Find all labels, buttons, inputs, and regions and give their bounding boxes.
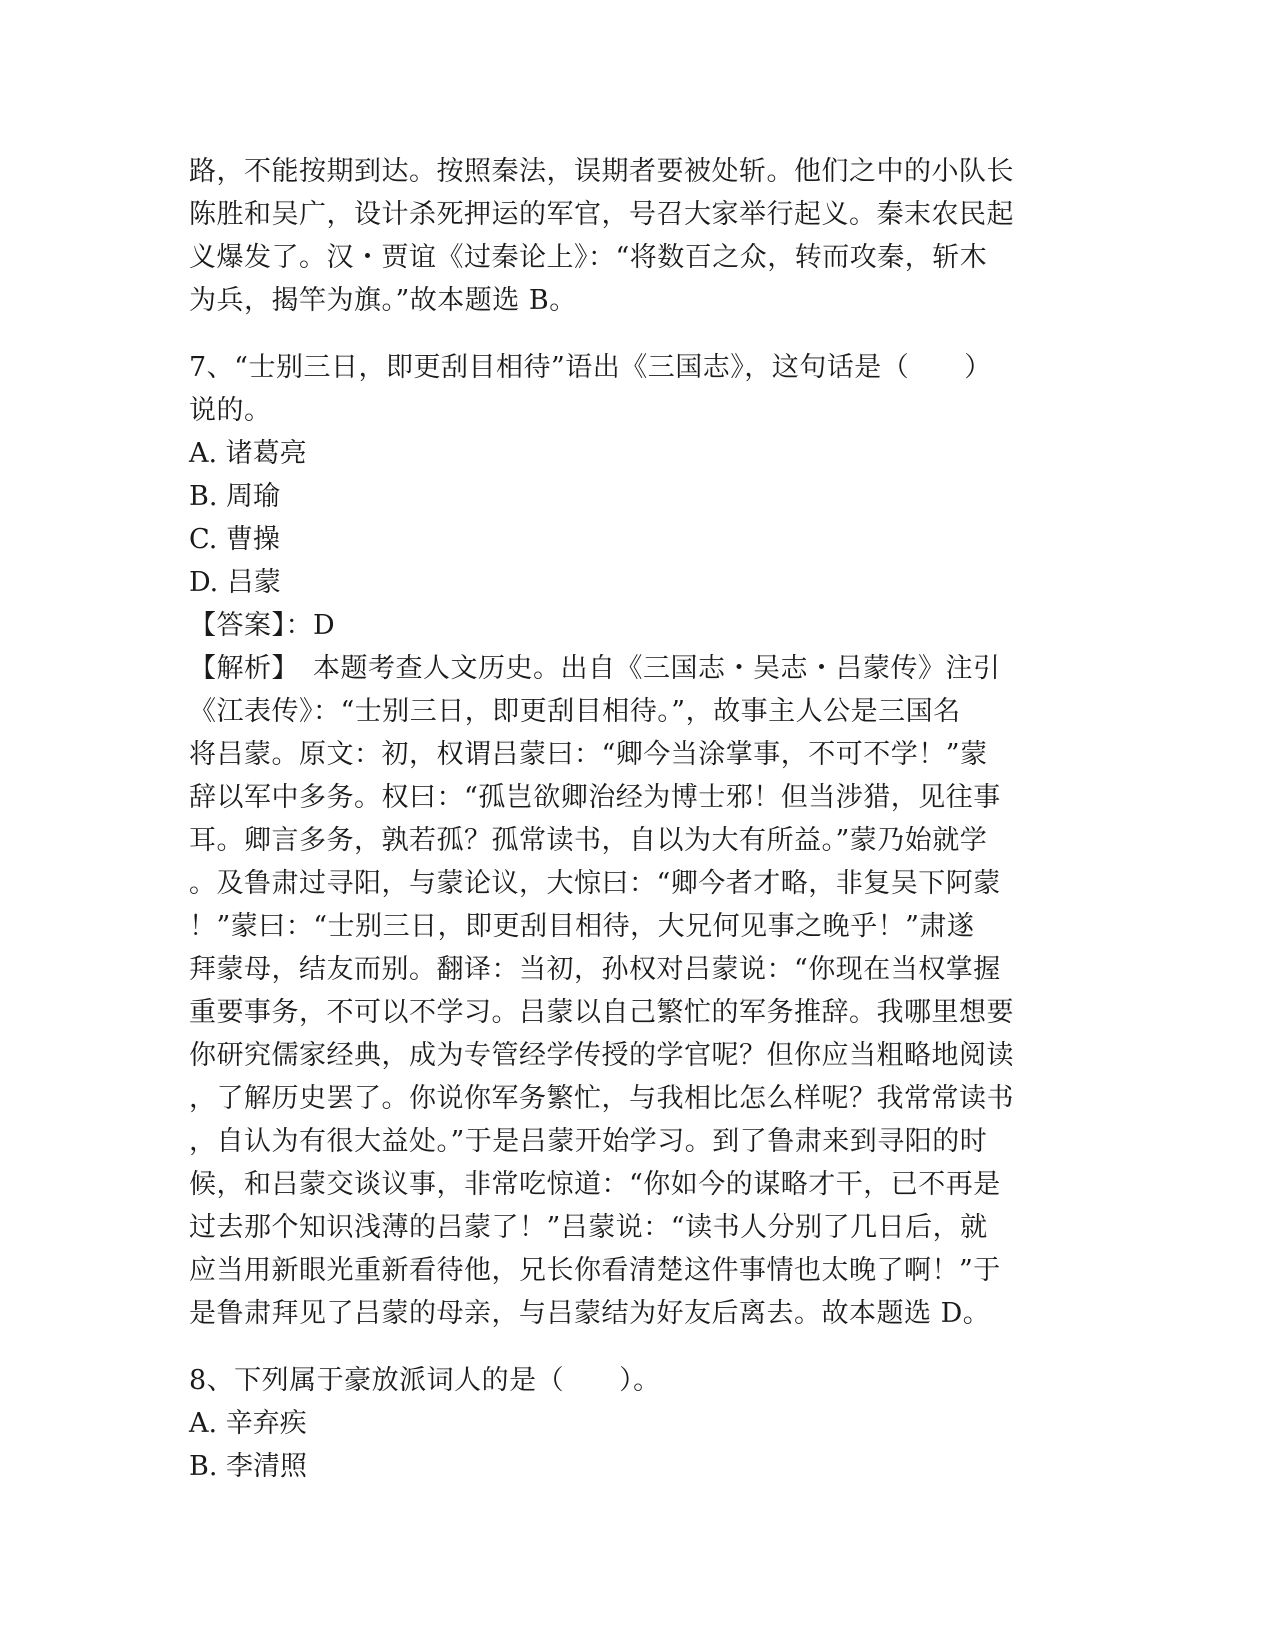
text-line: 候，和吕蒙交谈议事，非常吃惊道：“你如今的谋略才干，已不再是 <box>189 1169 1001 1200</box>
text-line: 。及鲁肃过寻阳，与蒙论议，大惊曰：“卿今者才略，非复吴下阿蒙 <box>189 868 1001 899</box>
text-line: 重要事务，不可以不学习。吕蒙以自己繁忙的军务推辞。我哪里想要 <box>189 997 1014 1028</box>
option-c: C. 曹操 <box>189 524 280 555</box>
text-line: 路，不能按期到达。按照秦法，误期者要被处斩。他们之中的小队长 <box>189 156 1014 187</box>
option-b: B. 周瑜 <box>189 481 281 512</box>
text-line: ！”蒙曰：“士别三日，即更刮目相待，大兄何见事之晚乎！”肃遂 <box>189 911 975 942</box>
document-page <box>189 150 1069 1488</box>
option-a: A. 辛弃疾 <box>189 1408 307 1439</box>
text-line: 陈胜和吴广，设计杀死押运的军官，号召大家举行起义。秦末农民起 <box>189 199 1014 230</box>
text-line: 辞以军中多务。权曰：“孤岂欲卿治经为博士邪！但当涉猎，见往事 <box>189 782 1001 813</box>
text-line: ，自认为有很大益处。”于是吕蒙开始学习。到了鲁肃来到寻阳的时 <box>189 1126 988 1157</box>
spacer <box>189 1335 1069 1359</box>
question-7 <box>189 346 1069 1335</box>
text-line: ，了解历史罢了。你说你军务繁忙，与我相比怎么样呢？我常常读书 <box>189 1083 1014 1114</box>
text-line: 义爆发了。汉・贾谊《过秦论上》：“将数百之众，转而攻秦，斩木 <box>189 242 988 273</box>
answer: 【答案】：D <box>189 610 336 641</box>
text-line: 《江表传》：“士别三日，即更刮目相待。”，故事主人公是三国名 <box>189 696 961 727</box>
text-line: 耳。卿言多务，孰若孤？孤常读书，自以为大有所益。”蒙乃始就学 <box>189 825 988 856</box>
spacer <box>189 322 1069 346</box>
q6-explanation-tail <box>189 150 1069 322</box>
text-line: 为兵，揭竿为旗。”故本题选 B。 <box>189 285 577 316</box>
question-8 <box>189 1359 1069 1488</box>
text-line: 【解析】 本题考查人文历史。出自《三国志・吴志・吕蒙传》注引 <box>189 653 1001 684</box>
question-stem: 7、“士别三日，即更刮目相待”语出《三国志》，这句话是（ ） <box>189 352 992 383</box>
text-line: 是鲁肃拜见了吕蒙的母亲，与吕蒙结为好友后离去。故本题选 D。 <box>189 1298 991 1329</box>
text-line: 应当用新眼光重新看待他，兄长你看清楚这件事情也太晚了啊！”于 <box>189 1255 1001 1286</box>
text-line: 过去那个知识浅薄的吕蒙了！”吕蒙说：“读书人分别了几日后，就 <box>189 1212 988 1243</box>
option-d: D. 吕蒙 <box>189 567 281 598</box>
option-a: A. 诸葛亮 <box>189 438 307 469</box>
explanation <box>189 647 1069 1335</box>
text-line: 将吕蒙。原文：初，权谓吕蒙曰：“卿今当涂掌事，不可不学！”蒙 <box>189 739 988 770</box>
question-stem: 8、下列属于豪放派词人的是（ ）。 <box>189 1365 661 1396</box>
question-stem: 说的。 <box>189 395 272 426</box>
text-line: 拜蒙母，结友而别。翻译：当初，孙权对吕蒙说：“你现在当权掌握 <box>189 954 1001 985</box>
option-b: B. 李清照 <box>189 1451 308 1482</box>
text-line: 你研究儒家经典，成为专管经学传授的学官呢？但你应当粗略地阅读 <box>189 1040 1014 1071</box>
